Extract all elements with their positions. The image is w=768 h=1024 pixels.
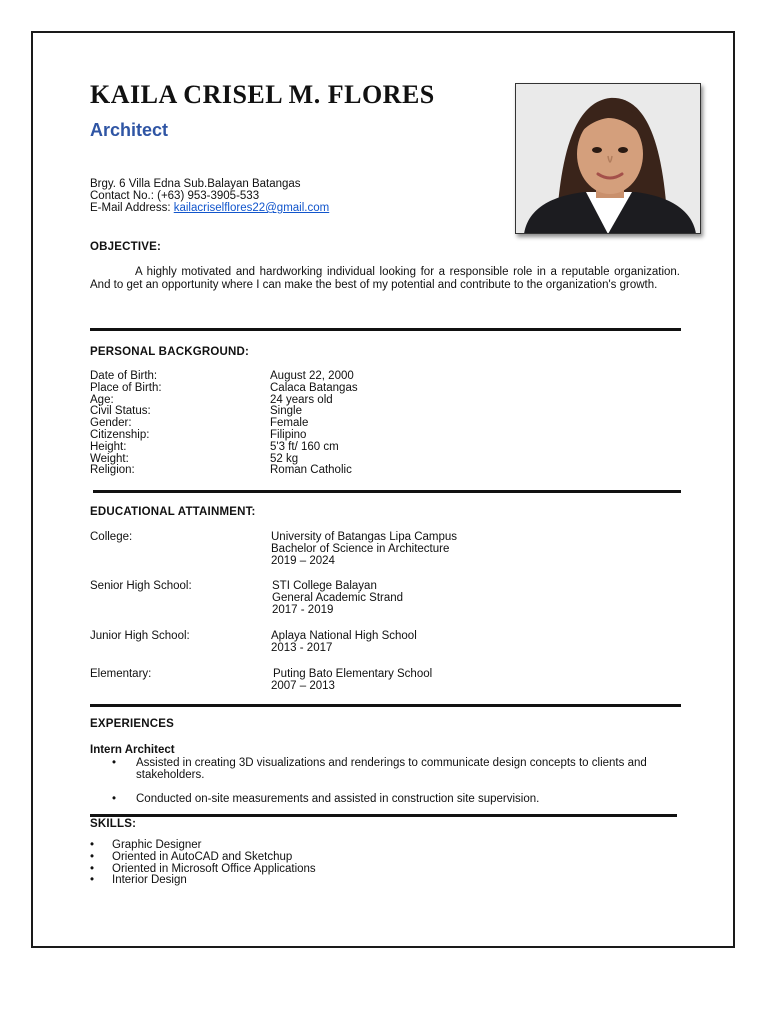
bullet-icon: • bbox=[90, 874, 95, 887]
education-years: 2007 – 2013 bbox=[271, 680, 335, 693]
detail-label: Height: bbox=[90, 440, 127, 453]
skill-item bbox=[90, 875, 316, 887]
education-school: STI College Balayan bbox=[272, 580, 377, 592]
personal-background-heading: PERSONAL BACKGROUND: bbox=[90, 346, 250, 358]
contact-info bbox=[90, 178, 329, 214]
education-school: University of Batangas Lipa Campus bbox=[271, 531, 458, 543]
detail-label: Gender: bbox=[90, 417, 132, 430]
detail-label: Place of Birth: bbox=[90, 381, 162, 394]
skill-text: Interior Design bbox=[112, 874, 187, 887]
education-years: 2017 - 2019 bbox=[272, 604, 334, 617]
education-school: Puting Bato Elementary School bbox=[273, 668, 433, 680]
email-link[interactable]: kailacriselflores22@gmail.com bbox=[173, 202, 330, 214]
education-heading: EDUCATIONAL ATTAINMENT: bbox=[90, 506, 256, 518]
education-level: Junior High School: bbox=[90, 630, 190, 642]
job-role: Architect bbox=[90, 120, 169, 140]
detail-value: Filipino bbox=[270, 428, 307, 441]
section-divider bbox=[93, 490, 681, 493]
education-program: Bachelor of Science in Architecture bbox=[271, 543, 450, 556]
education-level: Elementary: bbox=[90, 668, 152, 680]
detail-value: Roman Catholic bbox=[270, 464, 352, 477]
experience-item bbox=[90, 793, 680, 805]
bullet-icon: • bbox=[90, 862, 95, 875]
experience-text: Conducted on-site measurements and assisted in construction site supervision. bbox=[136, 793, 540, 805]
education-school: Aplaya National High School bbox=[271, 630, 417, 642]
personal-details bbox=[90, 371, 510, 477]
bullet-icon: • bbox=[112, 793, 117, 805]
detail-label: Religion: bbox=[90, 464, 135, 477]
detail-value: Single bbox=[270, 405, 302, 418]
profile-photo bbox=[515, 83, 701, 234]
address: Brgy. 6 Villa Edna Sub.Balayan Batangas bbox=[90, 178, 301, 190]
skill-text: Graphic Designer bbox=[112, 839, 202, 851]
detail-label: Age: bbox=[90, 393, 114, 406]
education-level: College: bbox=[90, 531, 133, 543]
experience-text: Assisted in creating 3D visualizations and renderings to communicate design concepts to clients and stakeholders. bbox=[136, 757, 647, 781]
detail-value: 52 kg bbox=[270, 452, 299, 465]
education-years: 2019 – 2024 bbox=[271, 555, 335, 568]
detail-label: Civil Status: bbox=[90, 405, 151, 418]
skill-text: Oriented in AutoCAD and Sketchup bbox=[112, 850, 293, 863]
detail-value: Calaca Batangas bbox=[270, 381, 358, 394]
detail-row bbox=[90, 430, 510, 442]
section-divider bbox=[90, 814, 677, 817]
detail-value: 24 years old bbox=[270, 393, 333, 406]
detail-label: Date of Birth: bbox=[90, 370, 158, 382]
experience-list bbox=[90, 757, 680, 817]
education-program: General Academic Strand bbox=[272, 592, 404, 605]
experience-item bbox=[90, 757, 680, 781]
education-years: 2013 - 2017 bbox=[271, 642, 333, 655]
objective-heading: OBJECTIVE: bbox=[90, 241, 162, 253]
experiences-heading: EXPERIENCES bbox=[90, 718, 175, 730]
skills-list bbox=[90, 840, 316, 887]
detail-value: August 22, 2000 bbox=[270, 370, 354, 382]
email-line bbox=[90, 202, 329, 214]
objective-text: A highly motivated and hardworking individual looking for a responsible role in a reputable organization. And to get an opportunity where I can make the best of my potential and contribute to the organization's growth. bbox=[90, 266, 680, 291]
applicant-name: KAILA CRISEL M. FLORES bbox=[90, 80, 435, 109]
section-divider bbox=[90, 328, 681, 331]
bullet-icon: • bbox=[112, 757, 117, 769]
section-divider bbox=[90, 704, 681, 707]
education-level: Senior High School: bbox=[90, 580, 192, 592]
portrait-illustration bbox=[516, 84, 700, 233]
detail-label: Citizenship: bbox=[90, 428, 150, 441]
job-title: Intern Architect bbox=[90, 744, 175, 756]
email-label: E-Mail Address: bbox=[90, 202, 174, 214]
detail-label: Weight: bbox=[90, 452, 129, 465]
contact-number: Contact No.: (+63) 953-3905-533 bbox=[90, 190, 260, 202]
bullet-icon: • bbox=[90, 850, 95, 863]
detail-value: Female bbox=[270, 417, 309, 430]
detail-value: 5'3 ft/ 160 cm bbox=[270, 440, 339, 453]
bullet-icon: • bbox=[90, 839, 95, 851]
skill-text: Oriented in Microsoft Office Applications bbox=[112, 862, 316, 875]
detail-row bbox=[90, 383, 510, 395]
skills-heading: SKILLS: bbox=[90, 818, 137, 830]
detail-row bbox=[90, 442, 510, 454]
detail-row bbox=[90, 465, 510, 477]
